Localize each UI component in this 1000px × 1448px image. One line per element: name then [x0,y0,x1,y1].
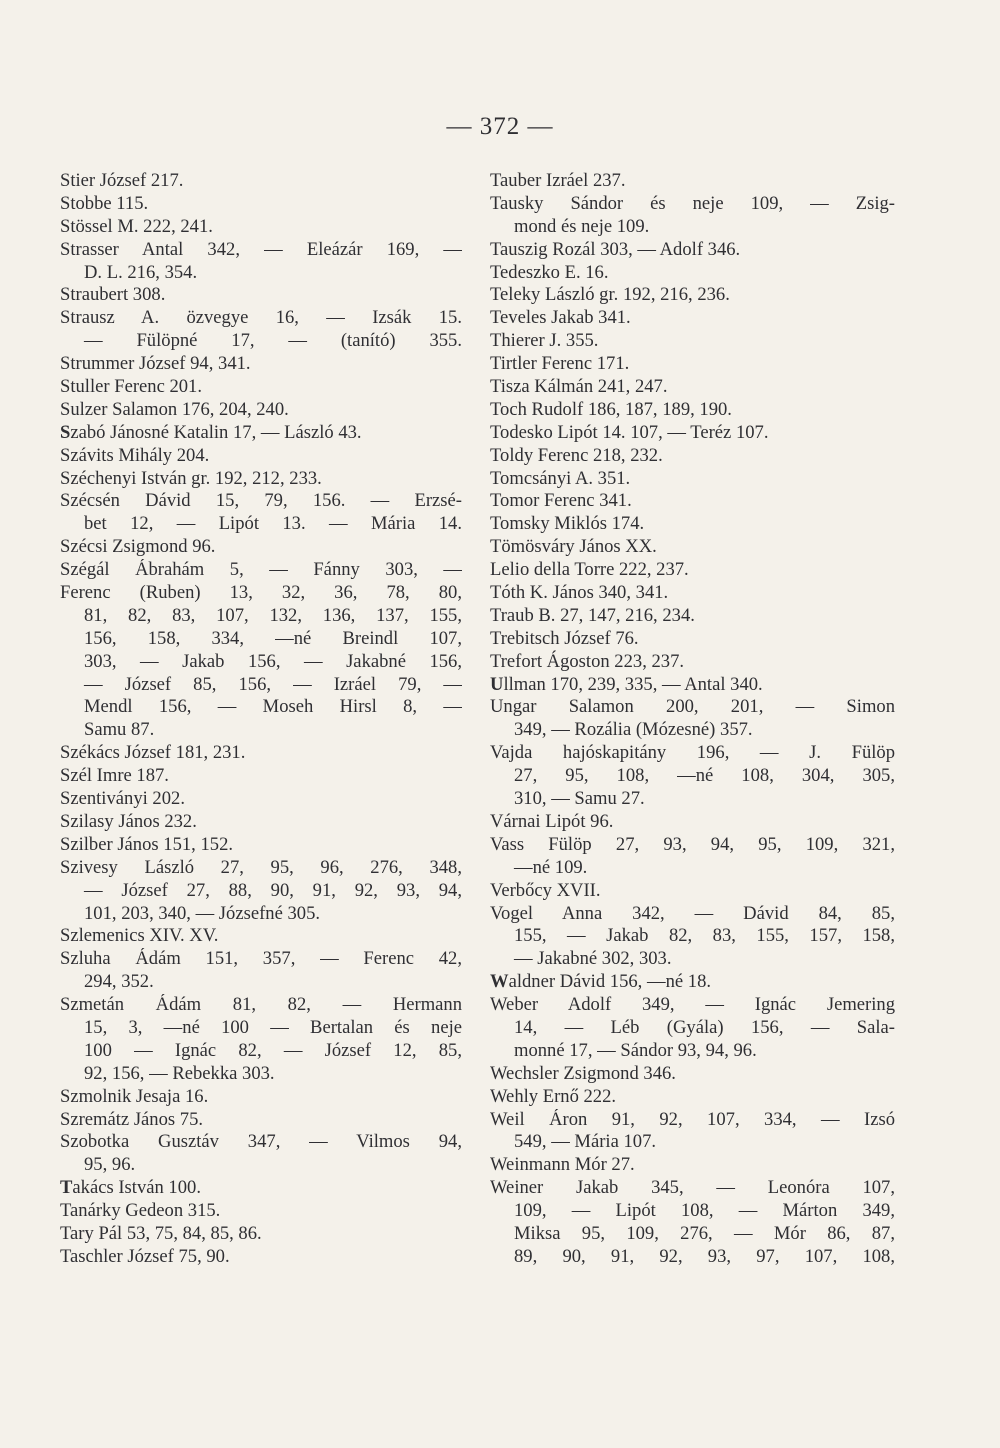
entry-text: zabó Jánosné Katalin 17, — László 43. [70,421,362,443]
index-entry-line: Toch Rudolf 186, 187, 189, 190. [490,398,732,420]
index-entry-line: 303, — Jakab 156, — Jakabné 156, [84,650,462,672]
index-entry-line: Tanárky Gedeon 315. [60,1200,221,1222]
index-entry-line: Todesko Lipót 14. 107, — Teréz 107. [490,421,769,443]
section-initial: S [60,421,71,443]
section-initial: T [60,1177,73,1199]
index-entry-line: Strasser Antal 342, — Eleázár 169, — [60,238,462,260]
index-entry-line: Szentiványi 202. [60,788,185,810]
index-entry-line: Strummer József 94, 341. [60,353,251,375]
index-entry-line: bet 12, — Lipót 13. — Mária 14. [84,513,462,535]
index-entry-line: 349, — Rozália (Mózesné) 357. [514,719,753,741]
index-entry-line: Wechsler Zsigmond 346. [490,1062,676,1084]
index-entry-line: Szmetán Ádám 81, 82, — Hermann [60,994,462,1016]
index-entry-line: Tóth K. János 340, 341. [490,582,669,604]
index-entry-line: Stobbe 115. [60,192,149,214]
index-entry-line: Sulzer Salamon 176, 204, 240. [60,398,289,420]
index-entry-line: 109, — Lipót 108, — Márton 349, [514,1200,895,1222]
index-entry-line: Tauber Izráel 237. [490,170,626,191]
index-entry-line: Tary Pál 53, 75, 84, 85, 86. [60,1222,262,1244]
index-entry-line: Trebitsch József 76. [490,627,639,649]
index-entry-line: Szécsén Dávid 15, 79, 156. — Erzsé- [60,490,462,512]
index-entry-line: Stier József 217. [60,170,184,191]
index-entry-line: D. L. 216, 354. [84,261,198,283]
index-entry-line: Tirtler Ferenc 171. [490,353,630,375]
index-entry-line: Toldy Ferenc 218, 232. [490,444,663,466]
index-entry-line: Szivesy László 27, 95, 96, 276, 348, [60,856,462,878]
index-entry-line: — József 27, 88, 90, 91, 92, 93, 94, [84,879,462,901]
index-entry-line: 294, 352. [84,971,154,993]
index-entry-line: Weber Adolf 349, — Ignác Jemering [490,994,895,1016]
index-entry-line: —né 109. [514,856,588,878]
index-entry-line: Trefort Ágoston 223, 237. [490,650,685,672]
index-entry-line: 100 — Ignác 82, — József 12, 85, [84,1039,462,1061]
index-entry-line: Vass Fülöp 27, 93, 94, 95, 109, 321, [490,833,895,855]
index-entry-line: mond és neje 109. [514,215,650,237]
index-entry-line: Szmolnik Jesaja 16. [60,1085,209,1107]
index-entry-line: 549, — Mária 107. [514,1131,657,1153]
index-entry-line: 156, 158, 334, —né Breindl 107, [84,627,462,649]
index-entry-line: Stuller Ferenc 201. [60,376,203,398]
index-entry-line: Tomcsányi A. 351. [490,467,631,489]
entry-text: akács István 100. [72,1177,201,1199]
index-entry-line: Szécsi Zsigmond 96. [60,536,216,558]
index-entry-line: Traub B. 27, 147, 216, 234. [490,604,695,626]
index-entry-line: Miksa 95, 109, 276, — Mór 86, 87, [514,1222,895,1244]
section-initial: W [490,971,509,993]
index-entry-line [60,1177,462,1200]
index-entry-line: Ferenc (Ruben) 13, 32, 36, 78, 80, [60,582,462,604]
index-entry-line: 95, 96. [84,1154,136,1176]
index-entry-line: Széchenyi István gr. 192, 212, 233. [60,467,322,489]
index-entry-line: Wehly Ernő 222. [490,1085,617,1107]
index-entry-line: 101, 203, 340, — Józsefné 305. [84,902,321,924]
index-entry-line: Szobotka Gusztáv 347, — Vilmos 94, [60,1131,462,1153]
index-entry-line: Weil Áron 91, 92, 107, 334, — Izsó [490,1108,895,1130]
page-number: — 372 — [446,113,554,140]
index-entry-line: Székács József 181, 231. [60,742,246,764]
index-column-left [60,170,462,1269]
index-entry-line: Szávits Mihály 204. [60,444,210,466]
index-entry-line: 92, 156, — Rebekka 303. [84,1062,275,1084]
index-entry-line: 155, — Jakab 82, 83, 155, 157, 158, [514,925,895,947]
index-entry-line: Tedeszko E. 16. [490,261,609,283]
index-entry-line: Tömösváry János XX. [490,536,657,558]
index-entry-line: 310, — Samu 27. [514,788,645,810]
index-entry-line: Tisza Kálmán 241, 247. [490,376,668,398]
index-entry-line: Szilasy János 232. [60,810,197,832]
index-entry-line [490,971,895,994]
index-entry-line: Szilber János 151, 152. [60,833,234,855]
index-entry-line: Stössel M. 222, 241. [60,215,213,237]
index-entry-line: Lelio della Torre 222, 237. [490,559,689,581]
index-entry-line: 89, 90, 91, 92, 93, 97, 107, 108, [514,1245,895,1267]
index-entry-line: Weinmann Mór 27. [490,1154,635,1176]
index-entry-line: monné 17, — Sándor 93, 94, 96. [514,1039,757,1061]
index-entry-line: Straubert 308. [60,284,166,306]
index-entry-line: 14, — Léb (Gyála) 156, — Sala- [514,1016,895,1038]
index-entry-line: Tomsky Miklós 174. [490,513,645,535]
index-entry-line: Verbőcy XVII. [490,879,601,901]
entry-text: aldner Dávid 156, —né 18. [508,971,712,993]
index-entry-line: 15, 3, —né 100 — Bertalan és neje [84,1016,462,1038]
index-entry-line: — Jakabné 302, 303. [514,948,672,970]
index-column-right [490,170,895,1269]
index-entry-line: 27, 95, 108, —né 108, 304, 305, [514,765,895,787]
section-initial: U [490,673,504,695]
index-entry-line: Samu 87. [84,719,155,741]
index-entry-line: Taschler József 75, 90. [60,1245,230,1267]
index-entry-line: Tauszig Rozál 303, — Adolf 346. [490,238,741,260]
index-entry-line: Szél Imre 187. [60,765,169,787]
index-entry-line: Szlemenics XIV. XV. [60,925,219,947]
index-entry-line: — Fülöpné 17, — (tanító) 355. [84,330,462,352]
index-entry-line: Tomor Ferenc 341. [490,490,632,512]
index-entry-line: Szremátz János 75. [60,1108,204,1130]
index-entry-line: Weiner Jakab 345, — Leonóra 107, [490,1177,895,1199]
index-entry-line: Teveles Jakab 341. [490,307,631,329]
index-entry-line: Vajda hajóskapitány 196, — J. Fülöp [490,742,895,764]
index-entry-line: Vogel Anna 342, — Dávid 84, 85, [490,902,895,924]
index-entry-line: Strausz A. özvegye 16, — Izsák 15. [60,307,462,329]
index-entry-line: Szégál Ábrahám 5, — Fánny 303, — [60,559,462,581]
index-entry-line: Tausky Sándor és neje 109, — Zsig- [490,192,895,214]
index-entry-line [490,674,895,697]
index-entry-line: Mendl 156, — Moseh Hirsl 8, — [84,696,462,718]
index-entry-line [60,422,462,445]
index-entry-line: Várnai Lipót 96. [490,810,614,832]
index-entry-line: Szluha Ádám 151, 357, — Ferenc 42, [60,948,462,970]
index-entry-line: Thierer J. 355. [490,330,599,352]
index-entry-line: — József 85, 156, — Izráel 79, — [84,673,462,695]
entry-text: llman 170, 239, 335, — Antal 340. [503,673,763,695]
index-entry-line: Teleky László gr. 192, 216, 236. [490,284,730,306]
index-entry-line: 81, 82, 83, 107, 132, 136, 137, 155, [84,604,462,626]
index-entry-line: Ungar Salamon 200, 201, — Simon [490,696,895,718]
